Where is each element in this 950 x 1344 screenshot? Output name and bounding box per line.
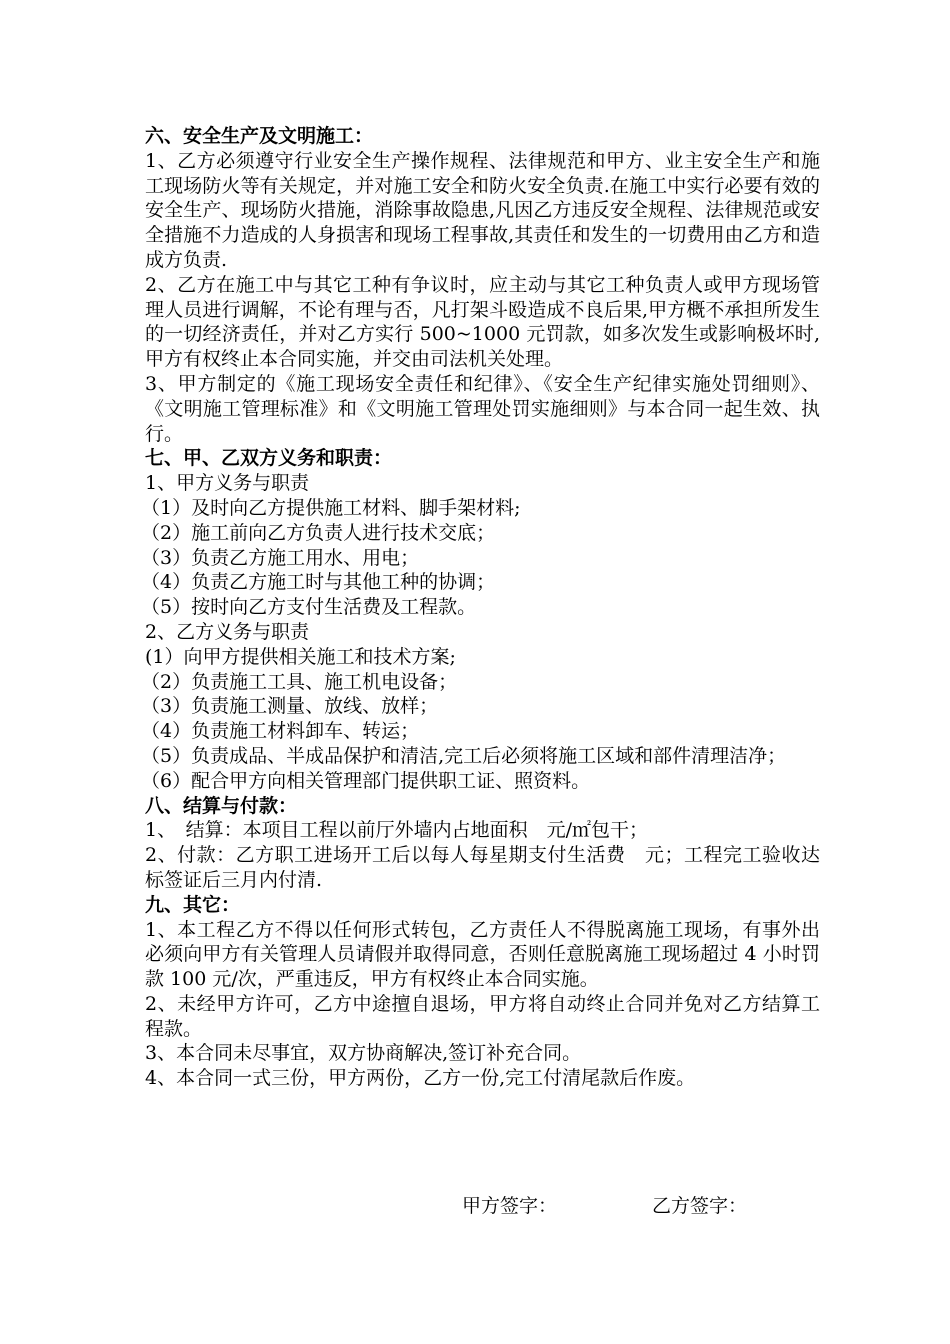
party-b-duty-item: （3）负责施工测量、放线、放样； <box>141 695 439 718</box>
party-b-duty-item: （4）负责施工材料卸车、转运； <box>141 720 420 743</box>
party-a-signature-label: 甲方签字： <box>462 1195 558 1217</box>
party-a-duty-item: （1）及时向乙方提供施工材料、脚手架材料; <box>141 496 521 519</box>
section-9-clause-4: 4、本合同一式三份，甲方两份，乙方一份,完工付清尾款后作废。 <box>145 1067 696 1090</box>
party-a-duty-item: （4）负责乙方施工时与其他工种的协调； <box>141 571 496 594</box>
section-6-clause-2: 2、乙方在施工中与其它工种有争议时，应主动与其它工种负责人或甲方现场管理人员进行调解，不论有理与否，凡打架斗殴造成不良后果,甲方概不承担所发生的一切经济责任，并对乙方实行 500~1000 元罚款，如多次发生或影响极坏时,甲方有权终止本合同实施，并交由司法机关处理。 <box>145 273 820 371</box>
party-b-duties-title: 2、乙方义务与职责 <box>145 620 310 643</box>
section-6-heading: 六、安全生产及文明施工： <box>145 125 374 147</box>
section-9-clause-1: 1、本工程乙方不得以任何形式转包，乙方责任人不得脱离施工现场，有事外出必须向甲方有关管理人员请假并取得同意，否则任意脱离施工现场超过 4 小时罚款 100 元/次，严重违反，甲方有权终止本合同实施。 <box>145 918 820 991</box>
section-6-clause-3: 3、甲方制定的《施工现场安全责任和纪律》、《安全生产纪律实施处罚细则》、《文明施工管理标准》和《文明施工管理处罚实施细则》与本合同一起生效、执行。 <box>145 372 820 445</box>
contract-body <box>141 124 820 1091</box>
section-9-clause-2: 2、未经甲方许可，乙方中途擅自退场，甲方将自动终止合同并免对乙方结算工程款。 <box>145 992 820 1040</box>
section-8-clause-2: 2、付款：乙方职工进场开工后以每人每星期支付生活费 元；工程完工验收达标签证后三月内付清. <box>145 844 820 891</box>
section-7-heading: 七、甲、乙双方义务和职责： <box>145 447 393 470</box>
party-b-duty-item: （6）配合甲方向相关管理部门提供职工证、照资料。 <box>141 769 591 792</box>
party-a-duty-item: （5）按时向乙方支付生活费及工程款。 <box>141 596 477 619</box>
section-8-clause-1: 1、 结算：本项目工程以前厅外墙内占地面积 元/㎡包干； <box>145 819 648 842</box>
party-b-duty-item: （5）负责成品、半成品保护和清洁,完工后必须将施工区域和部件清理洁净； <box>141 744 787 767</box>
party-b-duty-item: （2）负责施工工具、施工机电设备； <box>141 670 458 693</box>
section-6-clause-1: 1、乙方必须遵守行业安全生产操作规程、法律规范和甲方、业主安全生产和施工现场防火等有关规定，并对施工安全和防火安全负责.在施工中实行必要有效的安全生产、现场防火措施，消除事故隐患,凡因乙方违反安全规程、法律规范或安全措施不力造成的人身损害和现场工程事故,其责任和发生的一切费用由乙方和造成方负责. <box>145 149 820 271</box>
signature-row <box>462 1194 747 1218</box>
party-b-signature-label: 乙方签字： <box>652 1195 748 1217</box>
section-8-heading: 八、结算与付款： <box>145 794 298 817</box>
party-a-duty-item: （3）负责乙方施工用水、用电； <box>141 546 420 569</box>
party-a-duties-title: 1、甲方义务与职责 <box>145 472 310 495</box>
section-9-clause-3: 3、本合同未尽事宜，双方协商解决,签订补充合同。 <box>145 1042 582 1065</box>
section-9-heading: 九、其它： <box>145 893 241 916</box>
party-a-duty-item: （2）施工前向乙方负责人进行技术交底； <box>141 521 496 544</box>
party-b-duty-item: (1）向甲方提供相关施工和技术方案; <box>145 645 456 668</box>
